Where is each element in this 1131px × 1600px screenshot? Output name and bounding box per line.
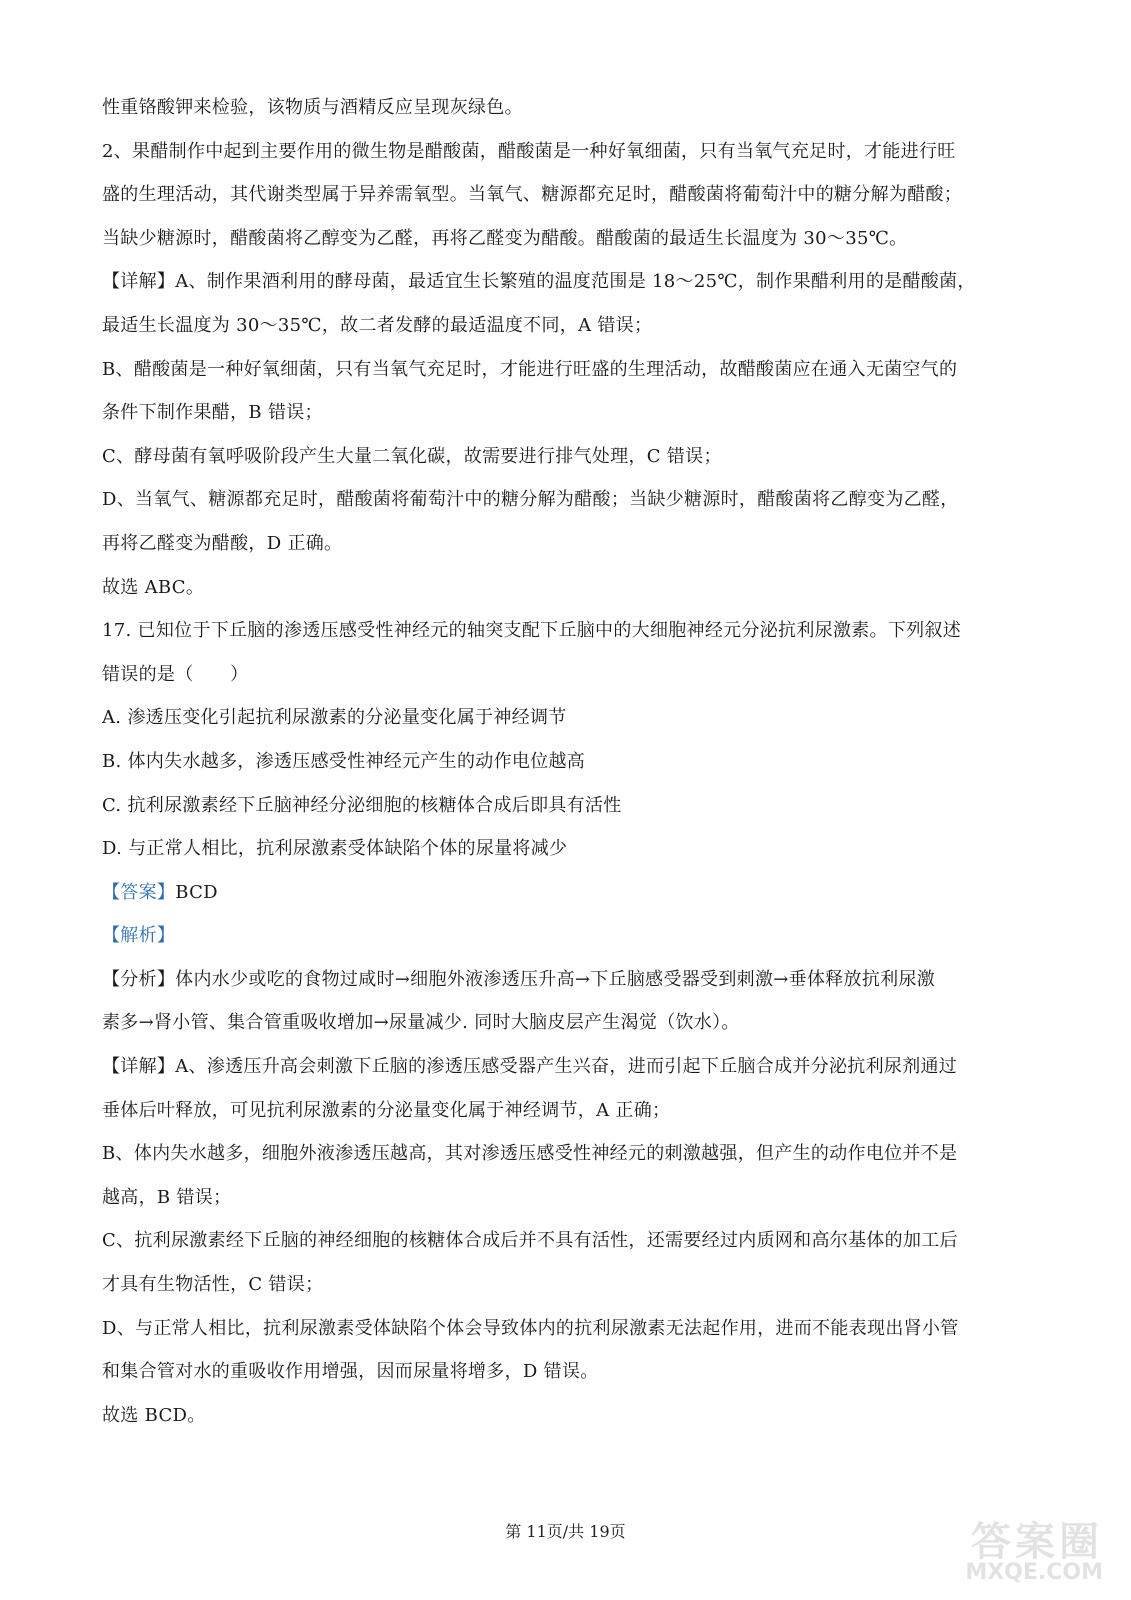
option-b: B. 体内失水越多，渗透压感受性神经元产生的动作电位越高 [102, 750, 586, 772]
text-line: 故选 BCD。 [102, 1404, 206, 1426]
analysis-tag: 【解析】 [102, 925, 176, 947]
text-line: 【详解】A、制作果酒利用的酵母菌，最适宜生长繁殖的温度范围是 18～25℃，制作果醋利用的是醋酸菌， [102, 271, 976, 293]
question-17-stem: 17. 已知位于下丘脑的渗透压感受性神经元的轴突支配下丘脑中的大细胞神经元分泌抗利尿激素。下列叙述 [102, 620, 962, 642]
text-line: 最适生长温度为 30～35℃，故二者发酵的最适温度不同，A 错误； [102, 314, 653, 336]
text-line: 垂体后叶释放，可见抗利尿激素的分泌量变化属于神经调节，A 正确； [102, 1099, 671, 1121]
text-line: 【详解】A、渗透压升高会刺激下丘脑的渗透压感受器产生兴奋，进而引起下丘脑合成并分泌抗利尿剂通过 [102, 1056, 958, 1078]
option-a: A. 渗透压变化引起抗利尿激素的分泌量变化属于神经调节 [102, 707, 567, 729]
text-line: 当缺少糖源时，醋酸菌将乙醇变为乙醛，再将乙醛变为醋酸。醋酸菌的最适生长温度为 30～35℃。 [102, 227, 908, 249]
text-line: C、酵母菌有氧呼吸阶段产生大量二氧化碳，故需要进行排气处理，C 错误； [102, 445, 722, 467]
text-line: D、当氧气、糖源都充足时，醋酸菌将葡萄汁中的糖分解为醋酸；当缺少糖源时，醋酸菌将乙醇变为乙醛， [102, 489, 959, 511]
text-line: 盛的生理活动，其代谢类型属于异养需氧型。当氧气、糖源都充足时，醋酸菌将葡萄汁中的糖分解为醋酸； [102, 184, 963, 206]
text-line: 故选 ABC。 [102, 576, 205, 598]
document-body [102, 86, 1014, 1437]
answer-line [102, 871, 1014, 915]
text-line: 条件下制作果醋，B 错误； [102, 402, 323, 424]
answer-value: BCD [175, 881, 218, 903]
question-17-stem: 错误的是（ ） [102, 663, 249, 685]
text-line: C、抗利尿激素经下丘脑的神经细胞的核糖体合成后并不具有活性，还需要经过内质网和高尔基体的加工后 [102, 1230, 958, 1252]
text-line: 再将乙醛变为醋酸，D 正确。 [102, 532, 343, 554]
analysis-line [102, 914, 1014, 958]
option-d: D. 与正常人相比，抗利尿激素受体缺陷个体的尿量将减少 [102, 838, 568, 860]
watermark-logo [953, 1510, 1103, 1590]
page-number: 第 11页/共 19页 [505, 1522, 626, 1541]
watermark-url: MXQE.COM [965, 1560, 1103, 1585]
text-line: 2、果醋制作中起到主要作用的微生物是醋酸菌，醋酸菌是一种好氧细菌，只有当氧气充足时，才能进行旺 [102, 140, 956, 162]
option-c: C. 抗利尿激素经下丘脑神经分泌细胞的核糖体合成后即具有活性 [102, 794, 622, 816]
text-line: B、醋酸菌是一种好氧细菌，只有当氧气充足时，才能进行旺盛的生理活动，故醋酸菌应在通入无菌空气的 [102, 358, 958, 380]
text-line: 和集合管对水的重吸收作用增强，因而尿量将增多，D 错误。 [102, 1361, 599, 1383]
text-line: 性重铬酸钾来检验，该物质与酒精反应呈现灰绿色。 [102, 97, 523, 118]
text-line: 越高，B 错误； [102, 1186, 232, 1208]
text-line: 才具有生物活性，C 错误； [102, 1274, 324, 1296]
text-line: 【分析】体内水少或吃的食物过咸时→细胞外液渗透压升高→下丘脑感受器受到刺激→垂体释放抗利尿激 [102, 968, 936, 990]
text-line: D、与正常人相比，抗利尿激素受体缺陷个体会导致体内的抗利尿激素无法起作用，进而不能表现出肾小管 [102, 1317, 959, 1339]
answer-tag: 【答案】 [102, 881, 176, 903]
text-line: B、体内失水越多，细胞外液渗透压越高，其对渗透压感受性神经元的刺激越强，但产生的动作电位并不是 [102, 1143, 958, 1165]
watermark-text: 答案圈 [971, 1518, 1103, 1565]
text-line: 素多→肾小管、集合管重吸收增加→尿量减少. 同时大脑皮层产生渴觉（饮水）。 [102, 1012, 740, 1034]
